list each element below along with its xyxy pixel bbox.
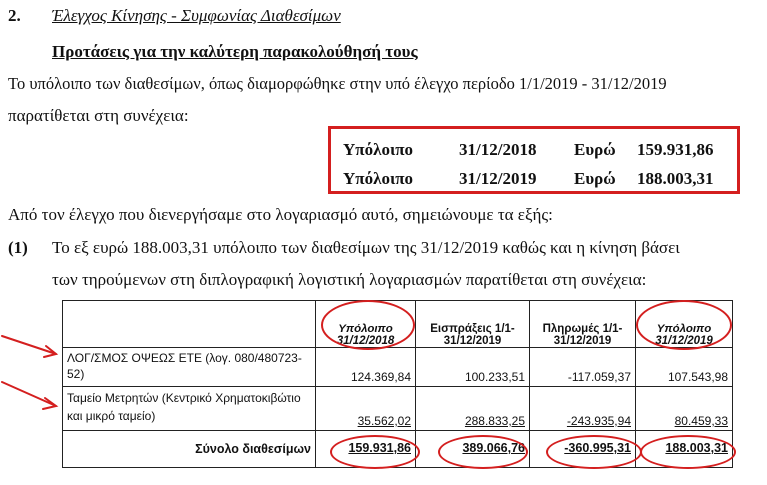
table-row [63, 386, 733, 430]
section-subtitle: Προτάσεις για την καλύτερη παρακολούθησή τους [52, 42, 418, 61]
annotation-circle-total-receipts [438, 435, 528, 469]
point-1-line-1: Το εξ ευρώ 188.003,31 υπόλοιπο των διαθεσίμων της 31/12/2019 καθώς και η κίνηση βάσει [52, 238, 680, 257]
table-header-balance-2019: Υπόλοιπο 31/12/2019 [636, 301, 733, 348]
cell-value: 80.459,33 [636, 386, 733, 430]
summary-box [328, 126, 740, 194]
summary-date-2018: 31/12/2018 [459, 140, 537, 159]
annotation-circle-total-payments [546, 435, 642, 469]
total-value: -360.995,31 [530, 430, 636, 467]
table-header-empty [63, 301, 316, 348]
annotation-circle-header-2019 [636, 300, 732, 350]
annotation-arrows [0, 330, 62, 420]
paragraph-2: Από τον έλεγχο που διενεργήσαμε στο λογαριασμό αυτό, σημειώνουμε τα εξής: [8, 205, 553, 224]
summary-date-2019: 31/12/2019 [459, 169, 537, 188]
point-1-number: (1) [8, 238, 28, 257]
paragraph-1-line-1: Το υπόλοιπο των διαθεσίμων, όπως διαμορφώθηκε στην υπό έλεγχο περίοδο 1/1/2019 - 31/12/2019 [8, 74, 667, 93]
annotation-circle-total-2019 [640, 435, 736, 469]
table-header-payments: Πληρωμές 1/1-31/12/2019 [530, 301, 636, 348]
annotation-circle-total-2018 [330, 435, 420, 469]
total-value: 389.066,76 [416, 430, 530, 467]
summary-currency-2019: Ευρώ [574, 169, 616, 188]
cell-value: 100.233,51 [416, 348, 530, 386]
total-value: 188.003,31 [636, 430, 733, 467]
table-row [63, 348, 733, 386]
cell-value: -117.059,37 [530, 348, 636, 386]
summary-label-2019: Υπόλοιπο [343, 169, 414, 188]
cell-value: 35.562,02 [316, 386, 416, 430]
arrow-ete-icon [2, 336, 56, 354]
cell-value: 288.833,25 [416, 386, 530, 430]
summary-amount-2019: 188.003,31 [637, 169, 714, 188]
table-header-receipts: Εισπράξεις 1/1-31/12/2019 [416, 301, 530, 348]
cell-value: -243.935,94 [530, 386, 636, 430]
annotation-circle-header-2018 [321, 300, 415, 350]
total-label: Σύνολο διαθεσίμων [63, 430, 316, 467]
cell-value: 124.369,84 [316, 348, 416, 386]
arrow-cash-icon [2, 382, 56, 406]
table-header-balance-2018: Υπόλοιπο 31/12/2018 [316, 301, 416, 348]
paragraph-1-line-2: παρατίθεται στη συνέχεια: [8, 106, 189, 125]
total-value: 159.931,86 [316, 430, 416, 467]
section-title: Έλεγχος Κίνησης - Συμφωνίας Διαθεσίμων [52, 6, 341, 25]
summary-amount-2018: 159.931,86 [637, 140, 714, 159]
section-number: 2. [8, 6, 21, 25]
row-name-ete: ΛΟΓ/ΣΜΟΣ ΟΨΕΩΣ ΕΤΕ (λογ. 080/480723-52) [63, 348, 316, 386]
row-name-cash: Ταμείο Μετρητών (Κεντρικό Χρηματοκιβώτιο και μικρό ταμείο) [63, 386, 316, 430]
summary-label-2018: Υπόλοιπο [343, 140, 414, 159]
point-1-line-2: των τηρούμενων στη διπλογραφική λογιστική λογαριασμών παρατίθεται στη συνέχεια: [52, 270, 647, 289]
summary-currency-2018: Ευρώ [574, 140, 616, 159]
cell-value: 107.543,98 [636, 348, 733, 386]
